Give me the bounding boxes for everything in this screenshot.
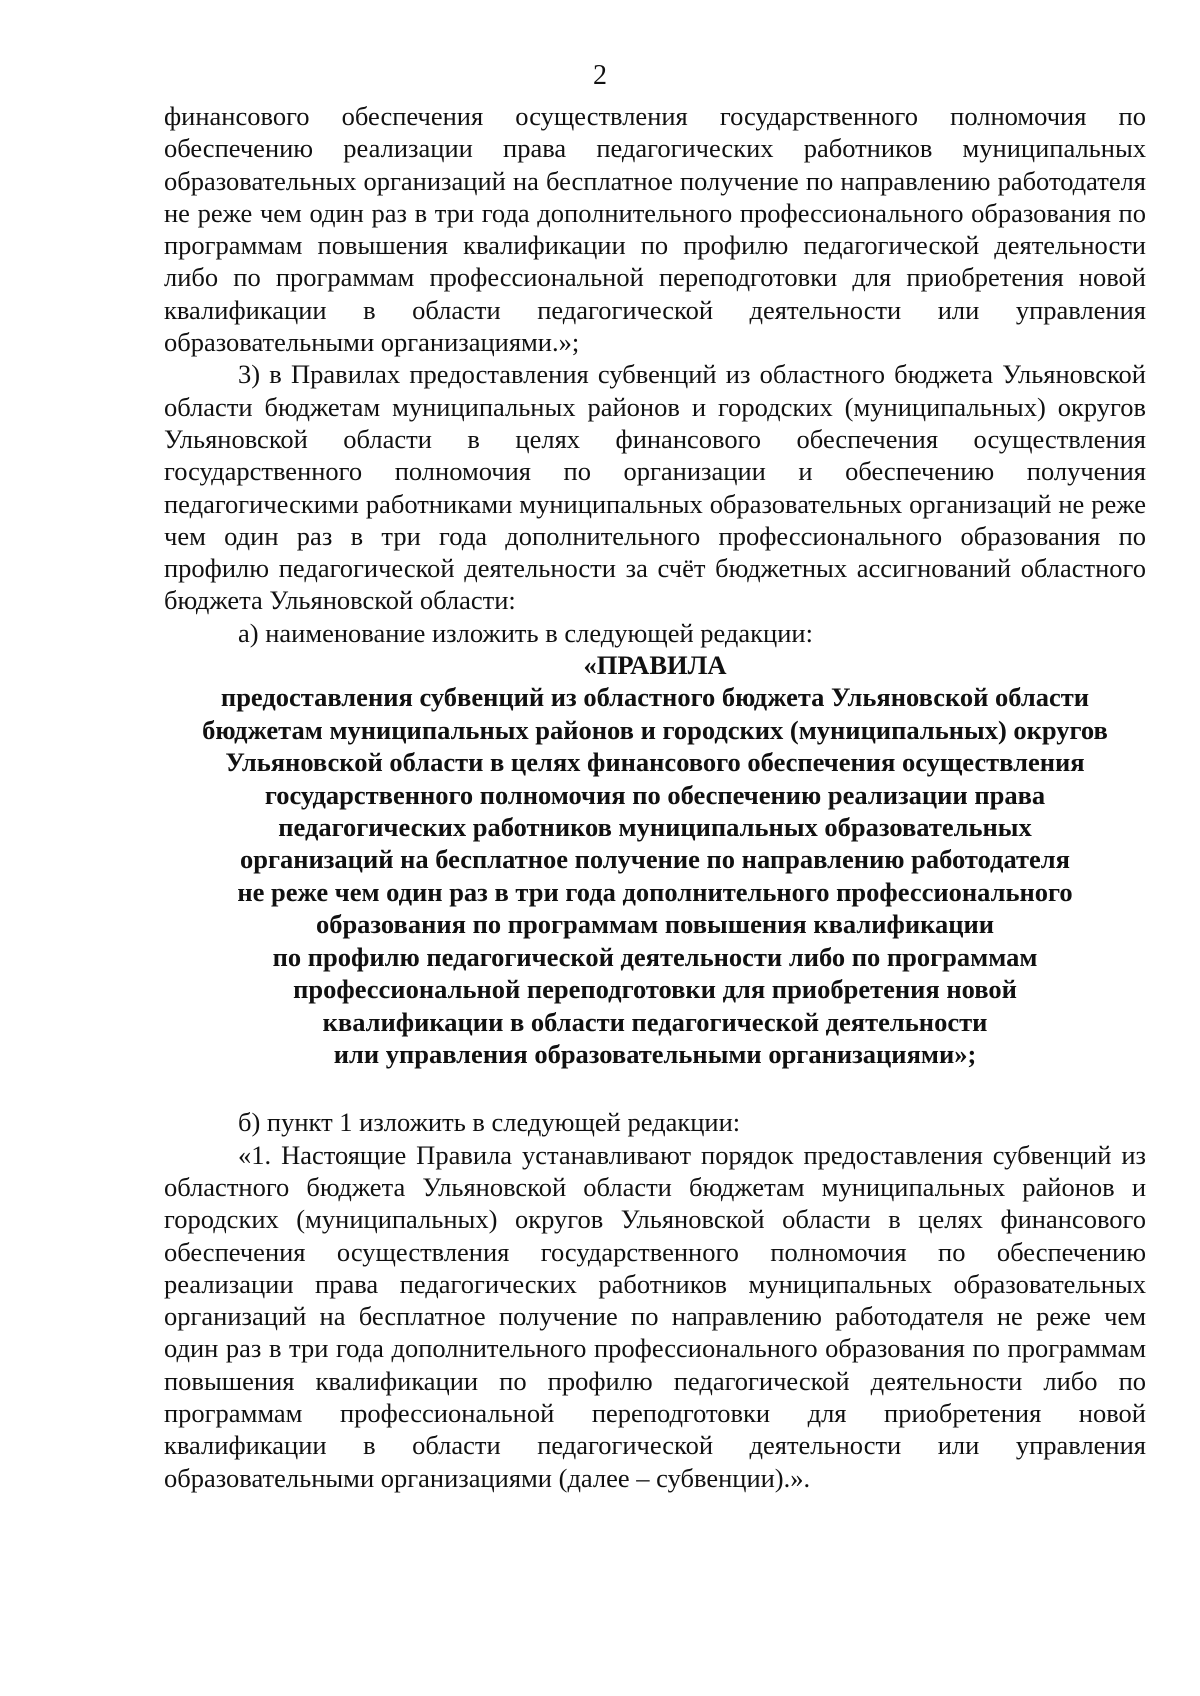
- rules-title-line: «ПРАВИЛА: [583, 650, 727, 681]
- paragraph-continuation: финансового обеспечения осуществления государственного полномочия по обеспечению реализации права педагогических работников муниципальных образовательных организаций на бесплатное получение по направлению работодателя не реже чем один раз в три года дополнительного профессионального образования по программам повышения квалификации по профилю педагогической деятельности либо по программам профессиональной переподготовки для приобретения новой квалификации в области педагогической деятельности или управления образовательными организациями.»;: [164, 101, 1146, 358]
- rules-title-line: квалификации в области педагогической деятельности: [322, 1006, 988, 1037]
- spacer: [164, 1070, 1146, 1106]
- rules-title-line: образования по программам повышения квалификации: [315, 909, 995, 940]
- rules-title-block: [164, 649, 1146, 1070]
- rules-title-line: по профилю педагогической деятельности либо по программам: [272, 941, 1038, 972]
- rules-title-line: не реже чем один раз в три года дополнительного профессионального: [237, 876, 1073, 907]
- paragraph-item-a: а) наименование изложить в следующей редакции:: [238, 617, 813, 648]
- rules-title-line: предоставления субвенций из областного бюджета Ульяновской области: [220, 682, 1090, 713]
- paragraph-item-3: 3) в Правилах предоставления субвенций из областного бюджета Ульяновской области бюджетам муниципальных районов и городских (муниципальных) округов Ульяновской области в целях финансового обеспечения осуществления государственного полномочия по организации и обеспечению получения педагогическими работниками муниципальных образовательных организаций не реже чем один раз в три года дополнительного профессионального образования по профилю педагогической деятельности за счёт бюджетных ассигнований областного бюджета Ульяновской области:: [164, 359, 1146, 616]
- paragraph-point-1: «1. Настоящие Правила устанавливают порядок предоставления субвенций из областного бюджета Ульяновской области бюджетам муниципальных районов и городских (муниципальных) округов Ульяновской области в целях финансового обеспечения осуществления государственного полномочия по обеспечению реализации права педагогических работников муниципальных образовательных организаций на бесплатное получение по направлению работодателя не реже чем один раз в три года дополнительного профессионального образования по программам повышения квалификации по профилю педагогической деятельности либо по программам профессиональной переподготовки для приобретения новой квалификации в области педагогической деятельности или управления образовательными организациями (далее – субвенции).».: [164, 1139, 1146, 1493]
- rules-title-line: государственного полномочия по обеспечению реализации права: [264, 779, 1046, 810]
- rules-title-line: педагогических работников муниципальных образовательных: [278, 812, 1032, 843]
- document-body: [164, 100, 1146, 1494]
- rules-title-line: или управления образовательными организациями»;: [333, 1038, 977, 1069]
- page-number: 2: [593, 60, 607, 91]
- paragraph-item-b: б) пункт 1 изложить в следующей редакции:: [238, 1107, 741, 1138]
- rules-title-line: бюджетам муниципальных районов и городских (муниципальных) округов: [202, 714, 1108, 745]
- rules-title-line: профессиональной переподготовки для приобретения новой: [293, 974, 1017, 1005]
- rules-title-line: Ульяновской области в целях финансового обеспечения осуществления: [225, 747, 1085, 778]
- rules-title-line: организаций на бесплатное получение по направлению работодателя: [239, 844, 1071, 875]
